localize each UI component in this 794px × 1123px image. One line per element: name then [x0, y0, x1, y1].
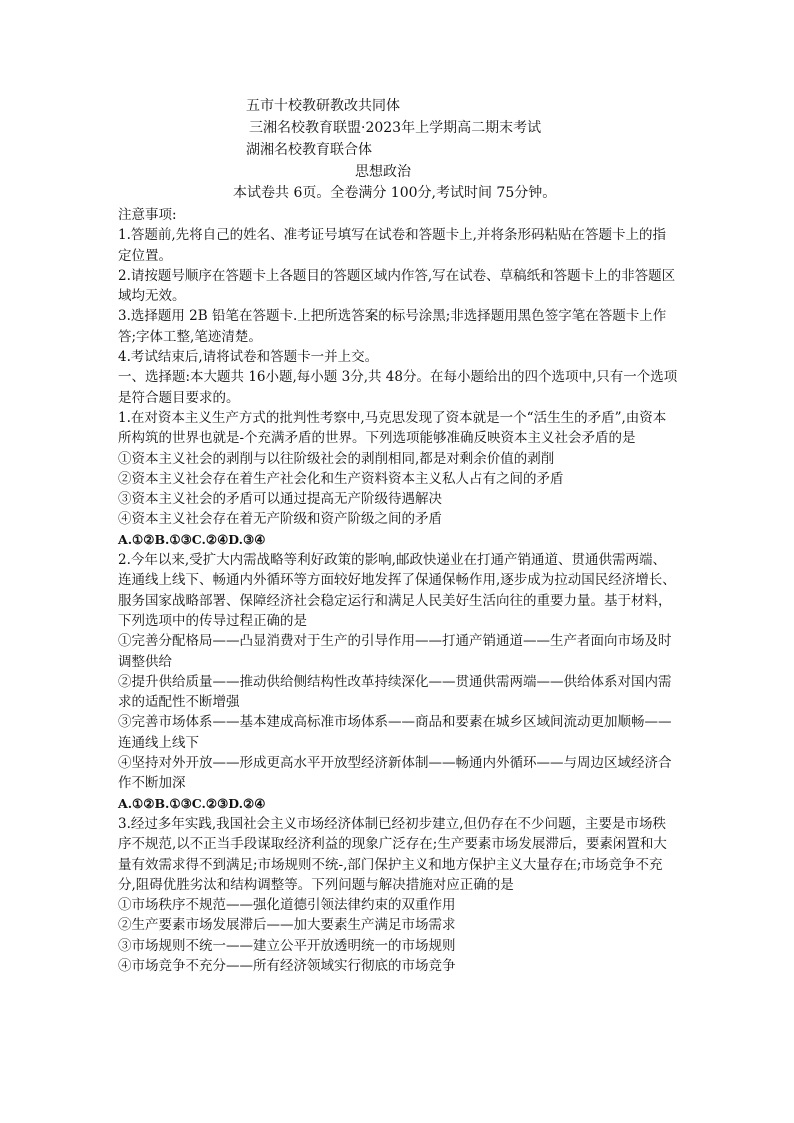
notice-title: 注意事项: [118, 207, 177, 223]
question-2-stem: 2.今年以来,受扩大内需战略等利好政策的影响,邮政快递业在打通产销通道、贯通供需两端、连通线上线下、畅通内外循环等方面较好地发挥了保通保畅作用,逐步成为拉动国民经济增长、服务国家战略部署、保障经济社会稳定运行和满足人民美好生活向往的重要力量。基于材料，下列选项中的传导过程正确的是 [118, 552, 676, 629]
question-1-option-3: ③资本主义社会的矛盾可以通过提高无产阶级待遇解决 [118, 491, 442, 508]
question-3-option-2: ②生产要素市场发展滞后——加大要素生产满足市场需求 [118, 917, 456, 934]
notice-item-3: 3.选择题用 2B 铅笔在答题卡.上把所选答案的标号涂黑;非选择题用黑色签字笔在答题卡上作答;字体工整,笔迹清楚。 [118, 308, 667, 345]
question-2-option-3: ③完善市场体系——基本建成高标准市场体系——商品和要素在城乡区域间流动更加顺畅——连通线上线下 [118, 714, 672, 751]
question-1-stem: 1.在对资本主义生产方式的批判性考察中,马克思发现了资本就是一个“活生生的矛盾”,由资本所构筑的世界也就是-个充满矛盾的世界。下列选项能够准确反映资本主义社会矛盾的是 [118, 409, 667, 447]
section-intro: 一、选择题:本大题共 16小题,每小题 3分,共 48分。在每小题给出的四个选项中,只有一个选项是符合题目要求的。 [118, 369, 678, 406]
exam-info: 本试卷共 6页。全卷满分 100分,考试时间 75分钟。 [233, 185, 557, 201]
question-3-stem: 3.经过多年实践,我国社会主义市场经济体制已经初步建立,但仍存在不少问题，主要是市场秩序不规范,以不正当手段谋取经济利益的现象广泛存在;生产要素市场发展滞后，要素闲置和大量有效需求得不到满足;市场规则不统-,部门保护主义和地方保护主义大量存在;市场竞争不充分,阻碍优胜劣汰和结构调整等。下列问题与解决措施对应正确的是 [118, 815, 667, 893]
question-2-option-1: ①完善分配格局——凸显消费对于生产的引导作用——打通产销通道——生产者面向市场及时调整供给 [118, 633, 672, 670]
exam-content [118, 205, 678, 976]
header-line-2: 三湘名校教育联盟·2023年上学期高二期末考试 [249, 120, 542, 136]
question-1-option-2: ②资本主义社会存在着生产社会化和生产资料资本主义私人占有之间的矛盾 [118, 470, 564, 487]
question-1-answers: A.①②B.①③C.②④D.③④ [118, 531, 266, 547]
question-2-option-2: ②提升供给质量——推动供给侧结构性改革持续深化——贯通供需两端——供给体系对国内需求的适配性不断增强 [118, 673, 672, 711]
subject-title: 思想政治 [355, 164, 411, 180]
header-line-3: 湖湘名校教育联合体 [246, 142, 372, 158]
question-3-option-3: ③市场规则不统一——建立公平开放透明统一的市场规则 [118, 937, 456, 954]
question-1-option-4: ④资本主义社会存在着无产阶级和资产阶级之间的矛盾 [118, 511, 442, 528]
notice-item-4: 4.考试结束后,请将试卷和答题卡一并上交。 [118, 349, 379, 366]
question-2-answers: A.①②B.①③C.②③D.②④ [118, 795, 266, 811]
question-3-option-4: ④市场竞争不充分——所有经济领域实行彻底的市场竞争 [118, 957, 456, 974]
question-1-option-1: ①资本主义社会的剥削与以往阶级社会的剥削相同,都是对剩余价值的剥削 [118, 450, 555, 467]
question-3-option-1: ①市场秩序不规范——强化道德引领法律约束的双重作用 [118, 897, 456, 914]
notice-item-2: 2.请按题号顺序在答题卡上各题目的答题区域内作答,写在试卷、草稿纸和答题卡上的非答题区域均无效。 [118, 267, 676, 305]
question-2-option-4: ④坚持对外开放——形成更高水平开放型经济新体制——畅通内外循环——与周边区域经济合作不断加深 [118, 755, 672, 792]
header-line-1: 五市十校教研教改共同体 [246, 98, 400, 114]
notice-item-1: 1.答题前,先将自己的姓名、准考证号填写在试卷和答题卡上,并将条形码粘贴在答题卡上的指定位置。 [118, 227, 666, 264]
